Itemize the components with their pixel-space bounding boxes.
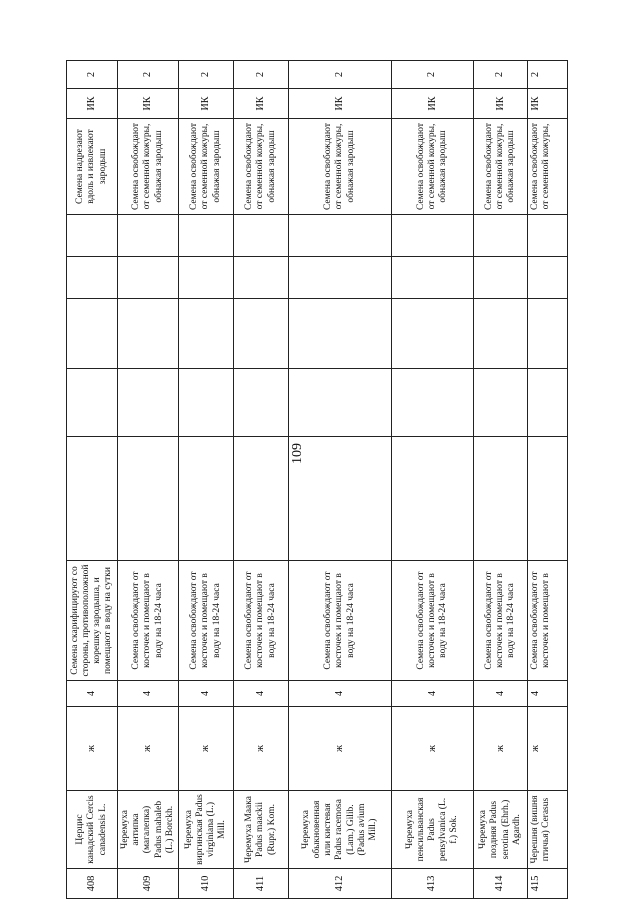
empty-cell bbox=[528, 257, 568, 299]
table-row bbox=[67, 61, 118, 899]
empty-cell bbox=[234, 369, 289, 437]
column-value: 4 bbox=[392, 681, 474, 707]
empty-cell bbox=[289, 369, 392, 437]
table-row bbox=[289, 61, 392, 899]
row-number: 413 bbox=[392, 869, 474, 899]
value-cell: 2 bbox=[234, 61, 289, 89]
table-row bbox=[474, 61, 528, 899]
seed-treatment: Семена освобождают от косточек и помещают в воду на 18-24 часа bbox=[392, 561, 474, 681]
method-code: ИК bbox=[118, 89, 179, 119]
empty-cell bbox=[289, 257, 392, 299]
species-name: Черемуха пенсильванская Padus pensylvanica (L. f.) Sok. bbox=[392, 791, 474, 869]
row-number: 410 bbox=[179, 869, 234, 899]
table-row bbox=[234, 61, 289, 899]
empty-cell bbox=[179, 299, 234, 369]
column-value: 4 bbox=[289, 681, 392, 707]
table-row bbox=[179, 61, 234, 899]
empty-cell bbox=[179, 369, 234, 437]
value-cell: 2 bbox=[179, 61, 234, 89]
table-body bbox=[67, 61, 568, 899]
row-number: 415 bbox=[528, 869, 568, 899]
method-code: ИК bbox=[392, 89, 474, 119]
empty-cell bbox=[67, 257, 118, 299]
seed-treatment: Семена скарифицируют со стороны, противоположной корешку зародыша, и помещают в воду на сутки bbox=[67, 561, 118, 681]
embryo-preparation: Семена освобождают от семенной кожуры, обнажая зародыш bbox=[289, 119, 392, 215]
category-mark: ж bbox=[289, 707, 392, 791]
row-number: 409 bbox=[118, 869, 179, 899]
column-value: 4 bbox=[118, 681, 179, 707]
method-code: ИК bbox=[67, 89, 118, 119]
value-cell: 2 bbox=[392, 61, 474, 89]
empty-cell bbox=[528, 215, 568, 257]
empty-cell bbox=[474, 369, 528, 437]
category-mark: ж bbox=[118, 707, 179, 791]
species-name: Церцис канадский Cercis canadensis L. bbox=[67, 791, 118, 869]
empty-cell bbox=[179, 437, 234, 561]
empty-cell bbox=[528, 369, 568, 437]
category-mark: ж bbox=[67, 707, 118, 791]
table-row bbox=[392, 61, 474, 899]
empty-cell bbox=[392, 437, 474, 561]
category-mark: ж bbox=[528, 707, 568, 791]
embryo-preparation: Семена освобождают от семенной кожуры, обнажая зародыш bbox=[474, 119, 528, 215]
empty-cell bbox=[528, 437, 568, 561]
page-number: 109 bbox=[290, 443, 305, 464]
category-mark: ж bbox=[474, 707, 528, 791]
column-value: 4 bbox=[67, 681, 118, 707]
seed-treatment: Семена освобождают от косточек и помещают в воду на 18-24 часа bbox=[118, 561, 179, 681]
row-number: 408 bbox=[67, 869, 118, 899]
category-mark: ж bbox=[179, 707, 234, 791]
empty-cell bbox=[392, 369, 474, 437]
row-number: 411 bbox=[234, 869, 289, 899]
empty-cell bbox=[474, 215, 528, 257]
species-name: Черемуха поздняя Padus serotina (Ehrh.) Agardh. bbox=[474, 791, 528, 869]
species-name: Черемуха антипка (магалепка) Padus mahaleb (L.) Borckh. bbox=[118, 791, 179, 869]
method-code: ИК bbox=[179, 89, 234, 119]
species-name: Черешня (вишня птичья) Cerasus bbox=[528, 791, 568, 869]
empty-cell bbox=[392, 257, 474, 299]
table-row bbox=[528, 61, 568, 899]
empty-cell bbox=[234, 299, 289, 369]
column-value: 4 bbox=[179, 681, 234, 707]
empty-cell bbox=[474, 437, 528, 561]
method-code: ИК bbox=[474, 89, 528, 119]
value-cell: 2 bbox=[528, 61, 568, 89]
seed-treatment: Семена освобождают от косточек и помещают в воду на 18-24 часа bbox=[474, 561, 528, 681]
seed-treatment-table bbox=[66, 60, 568, 899]
method-code: ИК bbox=[234, 89, 289, 119]
empty-cell bbox=[179, 215, 234, 257]
method-code: ИК bbox=[528, 89, 568, 119]
empty-cell bbox=[118, 437, 179, 561]
row-number: 414 bbox=[474, 869, 528, 899]
empty-cell bbox=[118, 215, 179, 257]
category-mark: ж bbox=[234, 707, 289, 791]
column-value: 4 bbox=[528, 681, 568, 707]
empty-cell bbox=[118, 257, 179, 299]
empty-cell bbox=[67, 215, 118, 257]
empty-cell bbox=[67, 437, 118, 561]
empty-cell bbox=[67, 299, 118, 369]
embryo-preparation: Семена освобождают от семенной кожуры, bbox=[528, 119, 568, 215]
empty-cell bbox=[179, 257, 234, 299]
empty-cell bbox=[528, 299, 568, 369]
seed-treatment: Семена освобождают от косточек и помещают в воду на 18-24 часа bbox=[179, 561, 234, 681]
species-name: Черемуха виргинская Padus virginiana (L.) Mill. bbox=[179, 791, 234, 869]
embryo-preparation: Семена освобождают от семенной кожуры, обнажая зародыш bbox=[118, 119, 179, 215]
species-name: Черемуха обыкновенная или кистевая Padus racemosa (Lam.) Gilib. (Padus avium Mill.) bbox=[289, 791, 392, 869]
embryo-preparation: Семена освобождают от семенной кожуры, обнажая зародыш bbox=[179, 119, 234, 215]
category-mark: ж bbox=[392, 707, 474, 791]
empty-cell bbox=[474, 299, 528, 369]
empty-cell bbox=[289, 299, 392, 369]
empty-cell bbox=[234, 215, 289, 257]
value-cell: 2 bbox=[67, 61, 118, 89]
method-code: ИК bbox=[289, 89, 392, 119]
empty-cell bbox=[392, 215, 474, 257]
column-value: 4 bbox=[234, 681, 289, 707]
seed-treatment: Семена освобождают от косточек и помещают в воду на 18-24 часа bbox=[234, 561, 289, 681]
empty-cell bbox=[118, 369, 179, 437]
table-row bbox=[118, 61, 179, 899]
row-number: 412 bbox=[289, 869, 392, 899]
species-name: Черемуха Маака Padus maackii (Rupr.) Kom. bbox=[234, 791, 289, 869]
empty-cell bbox=[234, 257, 289, 299]
empty-cell bbox=[474, 257, 528, 299]
embryo-preparation: Семена освобождают от семенной кожуры, обнажая зародыш bbox=[234, 119, 289, 215]
empty-cell bbox=[234, 437, 289, 561]
column-value: 4 bbox=[474, 681, 528, 707]
seed-treatment: Семена освобождают от косточек и помещают в bbox=[528, 561, 568, 681]
value-cell: 2 bbox=[289, 61, 392, 89]
seed-treatment: Семена освобождают от косточек и помещают в воду на 18-24 часа bbox=[289, 561, 392, 681]
empty-cell bbox=[289, 437, 392, 561]
empty-cell bbox=[118, 299, 179, 369]
empty-cell bbox=[289, 215, 392, 257]
empty-cell bbox=[67, 369, 118, 437]
empty-cell bbox=[392, 299, 474, 369]
value-cell: 2 bbox=[118, 61, 179, 89]
value-cell: 2 bbox=[474, 61, 528, 89]
embryo-preparation: Семена надрезают вдоль и извлекают зародыш bbox=[67, 119, 118, 215]
embryo-preparation: Семена освобождают от семенной кожуры, обнажая зародыш bbox=[392, 119, 474, 215]
